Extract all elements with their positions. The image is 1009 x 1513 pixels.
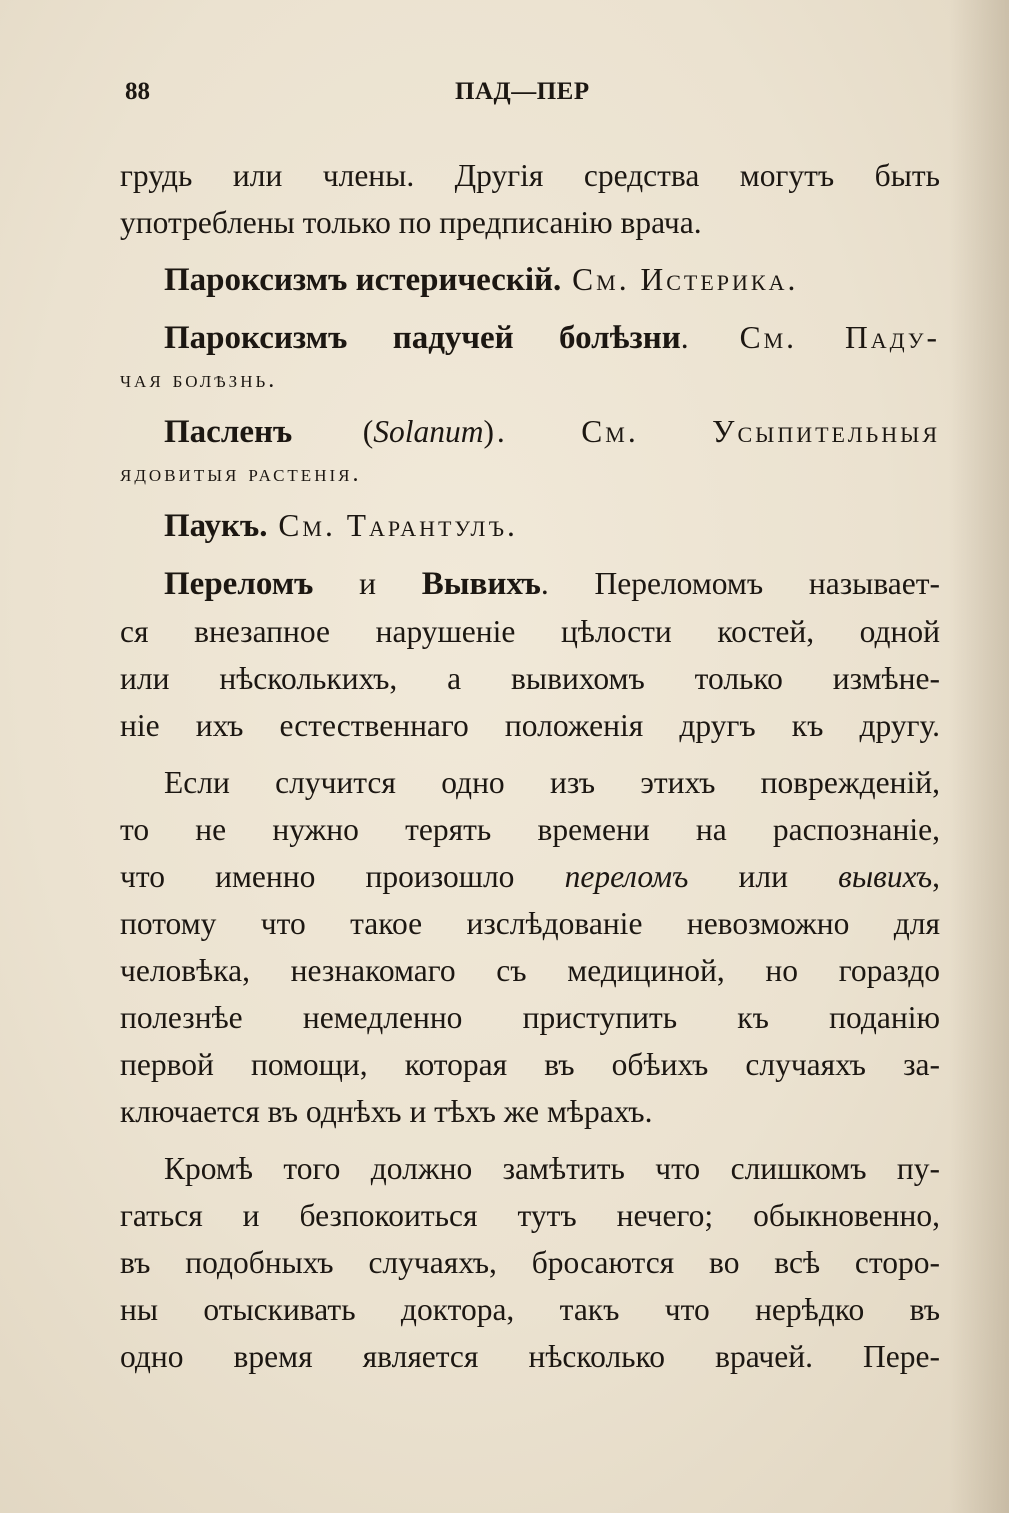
text-line: ключается въ однѣхъ и тѣхъ же мѣрахъ. bbox=[120, 1094, 653, 1129]
entry-heading: Пароксизмъ истерическій. bbox=[164, 262, 562, 298]
cross-reference-continued: чая болѣзнь. bbox=[120, 367, 278, 393]
latin-name: Solanum bbox=[373, 414, 484, 449]
cross-reference: См. Тарантулъ. bbox=[267, 508, 518, 543]
entry-heading: Переломъ bbox=[164, 566, 314, 602]
paragraph-first-aid: Если случится одно изъ этихъ поврежденій, bbox=[164, 765, 940, 800]
entry-paroxysm-hysterical bbox=[120, 256, 940, 304]
entry-perelom: Переломъ и Вывихъ. Переломомъ называет- bbox=[164, 566, 940, 602]
text-line: ся внезапное нарушеніе цѣлости костей, одной bbox=[120, 614, 940, 649]
text-line: человѣка, незнакомаго съ медициной, но гораздо bbox=[120, 953, 940, 988]
page-header bbox=[125, 78, 625, 112]
text-line: употреблены только по предписанію врача. bbox=[120, 205, 702, 240]
page-text bbox=[120, 152, 940, 1380]
paragraph-doctors: Кромѣ того должно замѣтить что слишкомъ пу- bbox=[164, 1151, 940, 1186]
text-line: гаться и безпокоиться тутъ нечего; обыкновенно, bbox=[120, 1198, 940, 1233]
cross-reference-continued: ядовитыя растенія. bbox=[120, 461, 362, 487]
page-edge-shadow bbox=[949, 0, 1009, 1513]
text-line: полезнѣе немедленно приступить къ поданію bbox=[120, 1000, 940, 1035]
text-line: то не нужно терять времени на распознаніе, bbox=[120, 812, 940, 847]
cross-reference: . См. Паду- bbox=[680, 320, 940, 355]
text-line: грудь или члены. Другія средства могутъ быть bbox=[120, 158, 940, 193]
text-line: въ подобныхъ случаяхъ, бросаются во всѣ сторо- bbox=[120, 1245, 940, 1280]
page-number: 88 bbox=[125, 78, 150, 105]
entry-pauk bbox=[120, 502, 940, 550]
text-line: потому что такое изслѣдованіе невозможно для bbox=[120, 906, 940, 941]
entry-heading: Пароксизмъ падучей болѣзни bbox=[164, 320, 681, 356]
entry-heading: Паукъ. bbox=[164, 508, 268, 544]
text-line: первой помощи, которая въ обѣихъ случаяхъ за- bbox=[120, 1047, 940, 1082]
cross-reference: См. Истерика. bbox=[561, 262, 799, 297]
entry-paslen: Пасленъ (Solanum). См. Усыпительныя bbox=[164, 414, 940, 450]
text-line: ны отыскивать доктора, такъ что нерѣдко въ bbox=[120, 1292, 940, 1327]
cross-reference: ). См. Усыпительныя bbox=[483, 414, 940, 449]
text-line: одно время является нѣсколько врачей. Пере- bbox=[120, 1339, 940, 1374]
text-line: или нѣсколькихъ, а вывихомъ только измѣне- bbox=[120, 661, 940, 696]
text-line: что именно произошло переломъ или вывихъ, bbox=[120, 859, 940, 894]
text-line: ніе ихъ естественнаго положенія другъ къ другу. bbox=[120, 708, 940, 743]
entry-heading: Пасленъ bbox=[164, 414, 293, 450]
entry-paroxysm-epilepsy bbox=[120, 314, 940, 362]
entry-heading: Вывихъ bbox=[421, 566, 541, 602]
running-head: ПАД—ПЕР bbox=[455, 78, 590, 105]
